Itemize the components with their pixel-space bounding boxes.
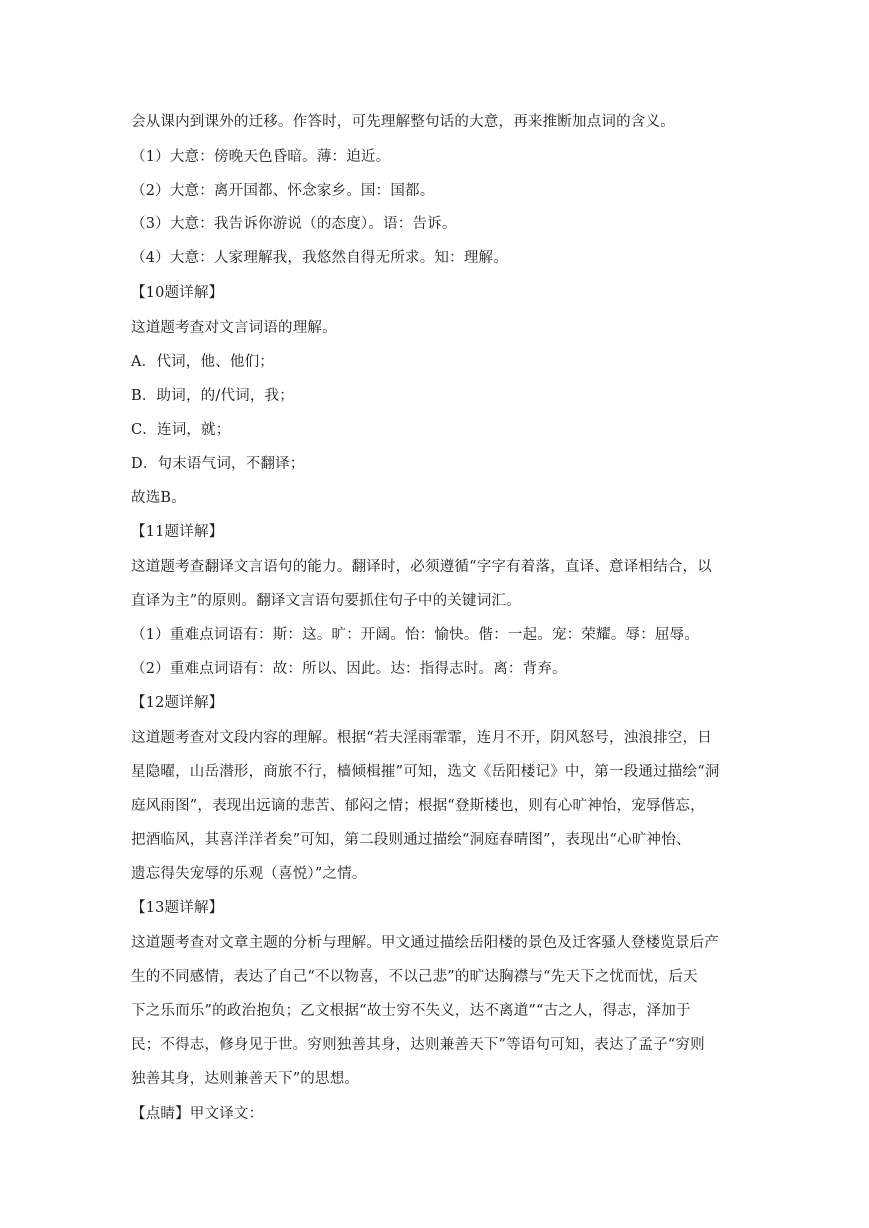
section-heading: 【13题详解】 — [131, 900, 224, 916]
text-line: 下之乐而乐”的政治抱负；乙文根据“故士穷不失义，达不离道”“古之人，得志，泽加于 — [131, 1003, 691, 1019]
text-line: 庭风雨图”，表现出远谪的悲苦、郁闷之情；根据“登斯楼也，则有心旷神怡，宠辱偕忘， — [131, 798, 705, 814]
text-line: 这道题考查对文言词语的理解。 — [131, 320, 337, 336]
text-line: 把酒临风，其喜洋洋者矣”可知，第二段则通过描绘“洞庭春晴图”，表现出“心旷神怡、 — [131, 832, 691, 848]
text-line: 星隐曜，山岳潜形，商旅不行，樯倾楫摧”可知，选文《岳阳楼记》中，第一段通过描绘“洞 — [131, 764, 720, 780]
text-line: 这道题考查对文章主题的分析与理解。甲文通过描绘岳阳楼的景色及迁客骚人登楼览景后产 — [131, 935, 719, 951]
text-line: C．连词，就； — [131, 422, 231, 438]
text-line: （2）重难点词语有：故：所以、因此。达：指得志时。离：背弃。 — [131, 661, 567, 677]
text-line: 独善其身，达则兼善天下”的思想。 — [131, 1071, 360, 1087]
section-heading: 【11题详解】 — [131, 524, 224, 540]
text-line: （1）重难点词语有：斯：这。旷：开阔。怡：愉快。偕：一起。宠：荣耀。辱：屈辱。 — [131, 627, 700, 643]
text-line: 直译为主”的原则。翻译文言语句要抓住句子中的关键词汇。 — [131, 593, 521, 609]
text-line: 生的不同感情，表达了自己“不以物喜，不以己悲”的旷达胸襟与“先天下之忧而忧，后天 — [131, 969, 698, 985]
text-line: 民；不得志，修身见于世。穷则独善其身，达则兼善天下”等语句可知，表达了孟子“穷则 — [131, 1037, 705, 1053]
text-line: 这道题考查对文段内容的理解。根据“若夫淫雨霏霏，连月不开，阴风怒号，浊浪排空，日 — [131, 730, 712, 746]
text-line: B．助词，的/代词，我； — [131, 388, 294, 404]
text-line: 遗忘得失宠辱的乐观（喜悦）”之情。 — [131, 866, 367, 882]
section-heading: 【12题详解】 — [131, 695, 224, 711]
section-heading: 【10题详解】 — [131, 285, 224, 301]
text-line: D．句末语气词，不翻译； — [131, 456, 305, 472]
text-line: 故选B。 — [131, 490, 186, 506]
section-heading: 【点睛】甲文译文： — [131, 1106, 264, 1122]
text-line: （3）大意：我告诉你游说（的态度）。语：告诉。 — [131, 216, 457, 232]
text-line: （4）大意：人家理解我，我悠然自得无所求。知：理解。 — [131, 250, 508, 266]
text-line: （2）大意：离开国都、怀念家乡。国：国都。 — [131, 183, 435, 199]
text-line: （1）大意：傍晚天色昏暗。薄：迫近。 — [131, 149, 391, 165]
text-line: 这道题考查翻译文言语句的能力。翻译时，必须遵循“字字有着落，直译、意译相结合，以 — [131, 559, 712, 575]
text-line: A．代词，他、他们； — [131, 354, 274, 370]
text-line: 会从课内到课外的迁移。作答时，可先理解整句话的大意，再来推断加点词的含义。 — [131, 114, 675, 130]
